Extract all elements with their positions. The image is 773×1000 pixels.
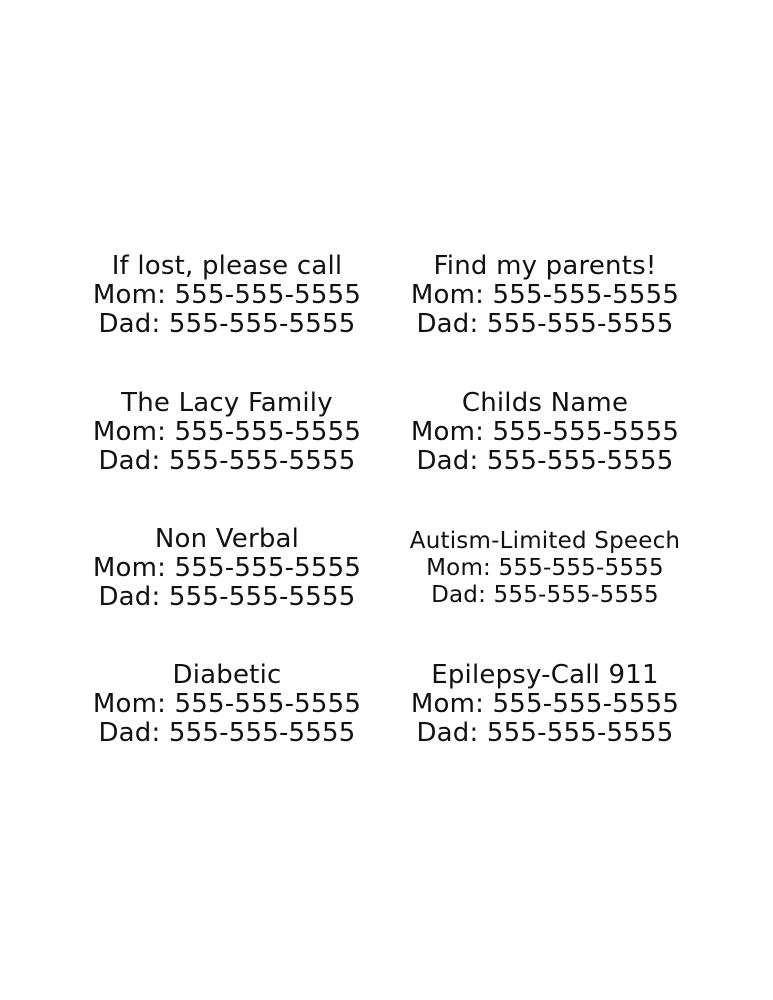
- dad-phone: Dad: 555-555-5555: [431, 582, 659, 608]
- label-card: [67, 661, 387, 748]
- mom-phone: Mom: 555-555-5555: [410, 689, 680, 719]
- label-title: Epilepsy-Call 911: [431, 660, 659, 690]
- label-card: [67, 525, 387, 612]
- mom-phone: Mom: 555-555-5555: [410, 280, 680, 310]
- mom-phone: Mom: 555-555-5555: [410, 417, 680, 447]
- label-title: If lost, please call: [111, 251, 343, 281]
- label-title: Find my parents!: [433, 251, 657, 281]
- dad-phone: Dad: 555-555-5555: [98, 446, 356, 476]
- label-title: Childs Name: [461, 388, 629, 418]
- dad-phone: Dad: 555-555-5555: [98, 718, 356, 748]
- mom-phone: Mom: 555-555-5555: [92, 280, 362, 310]
- mom-phone: Mom: 555-555-5555: [92, 553, 362, 583]
- dad-phone: Dad: 555-555-5555: [98, 582, 356, 612]
- label-title: Autism-Limited Speech: [409, 528, 681, 554]
- mom-phone: Mom: 555-555-5555: [92, 417, 362, 447]
- label-card: [385, 252, 705, 339]
- dad-phone: Dad: 555-555-5555: [98, 309, 356, 339]
- label-title: The Lacy Family: [121, 388, 333, 418]
- label-card: [67, 252, 387, 339]
- mom-phone: Mom: 555-555-5555: [92, 689, 362, 719]
- label-card: [385, 661, 705, 748]
- dad-phone: Dad: 555-555-5555: [416, 718, 674, 748]
- dad-phone: Dad: 555-555-5555: [416, 309, 674, 339]
- label-title: Non Verbal: [154, 524, 300, 554]
- label-card: [385, 528, 705, 609]
- dad-phone: Dad: 555-555-5555: [416, 446, 674, 476]
- label-card: [67, 389, 387, 476]
- label-card: [385, 389, 705, 476]
- mom-phone: Mom: 555-555-5555: [426, 555, 664, 581]
- label-title: Diabetic: [172, 660, 282, 690]
